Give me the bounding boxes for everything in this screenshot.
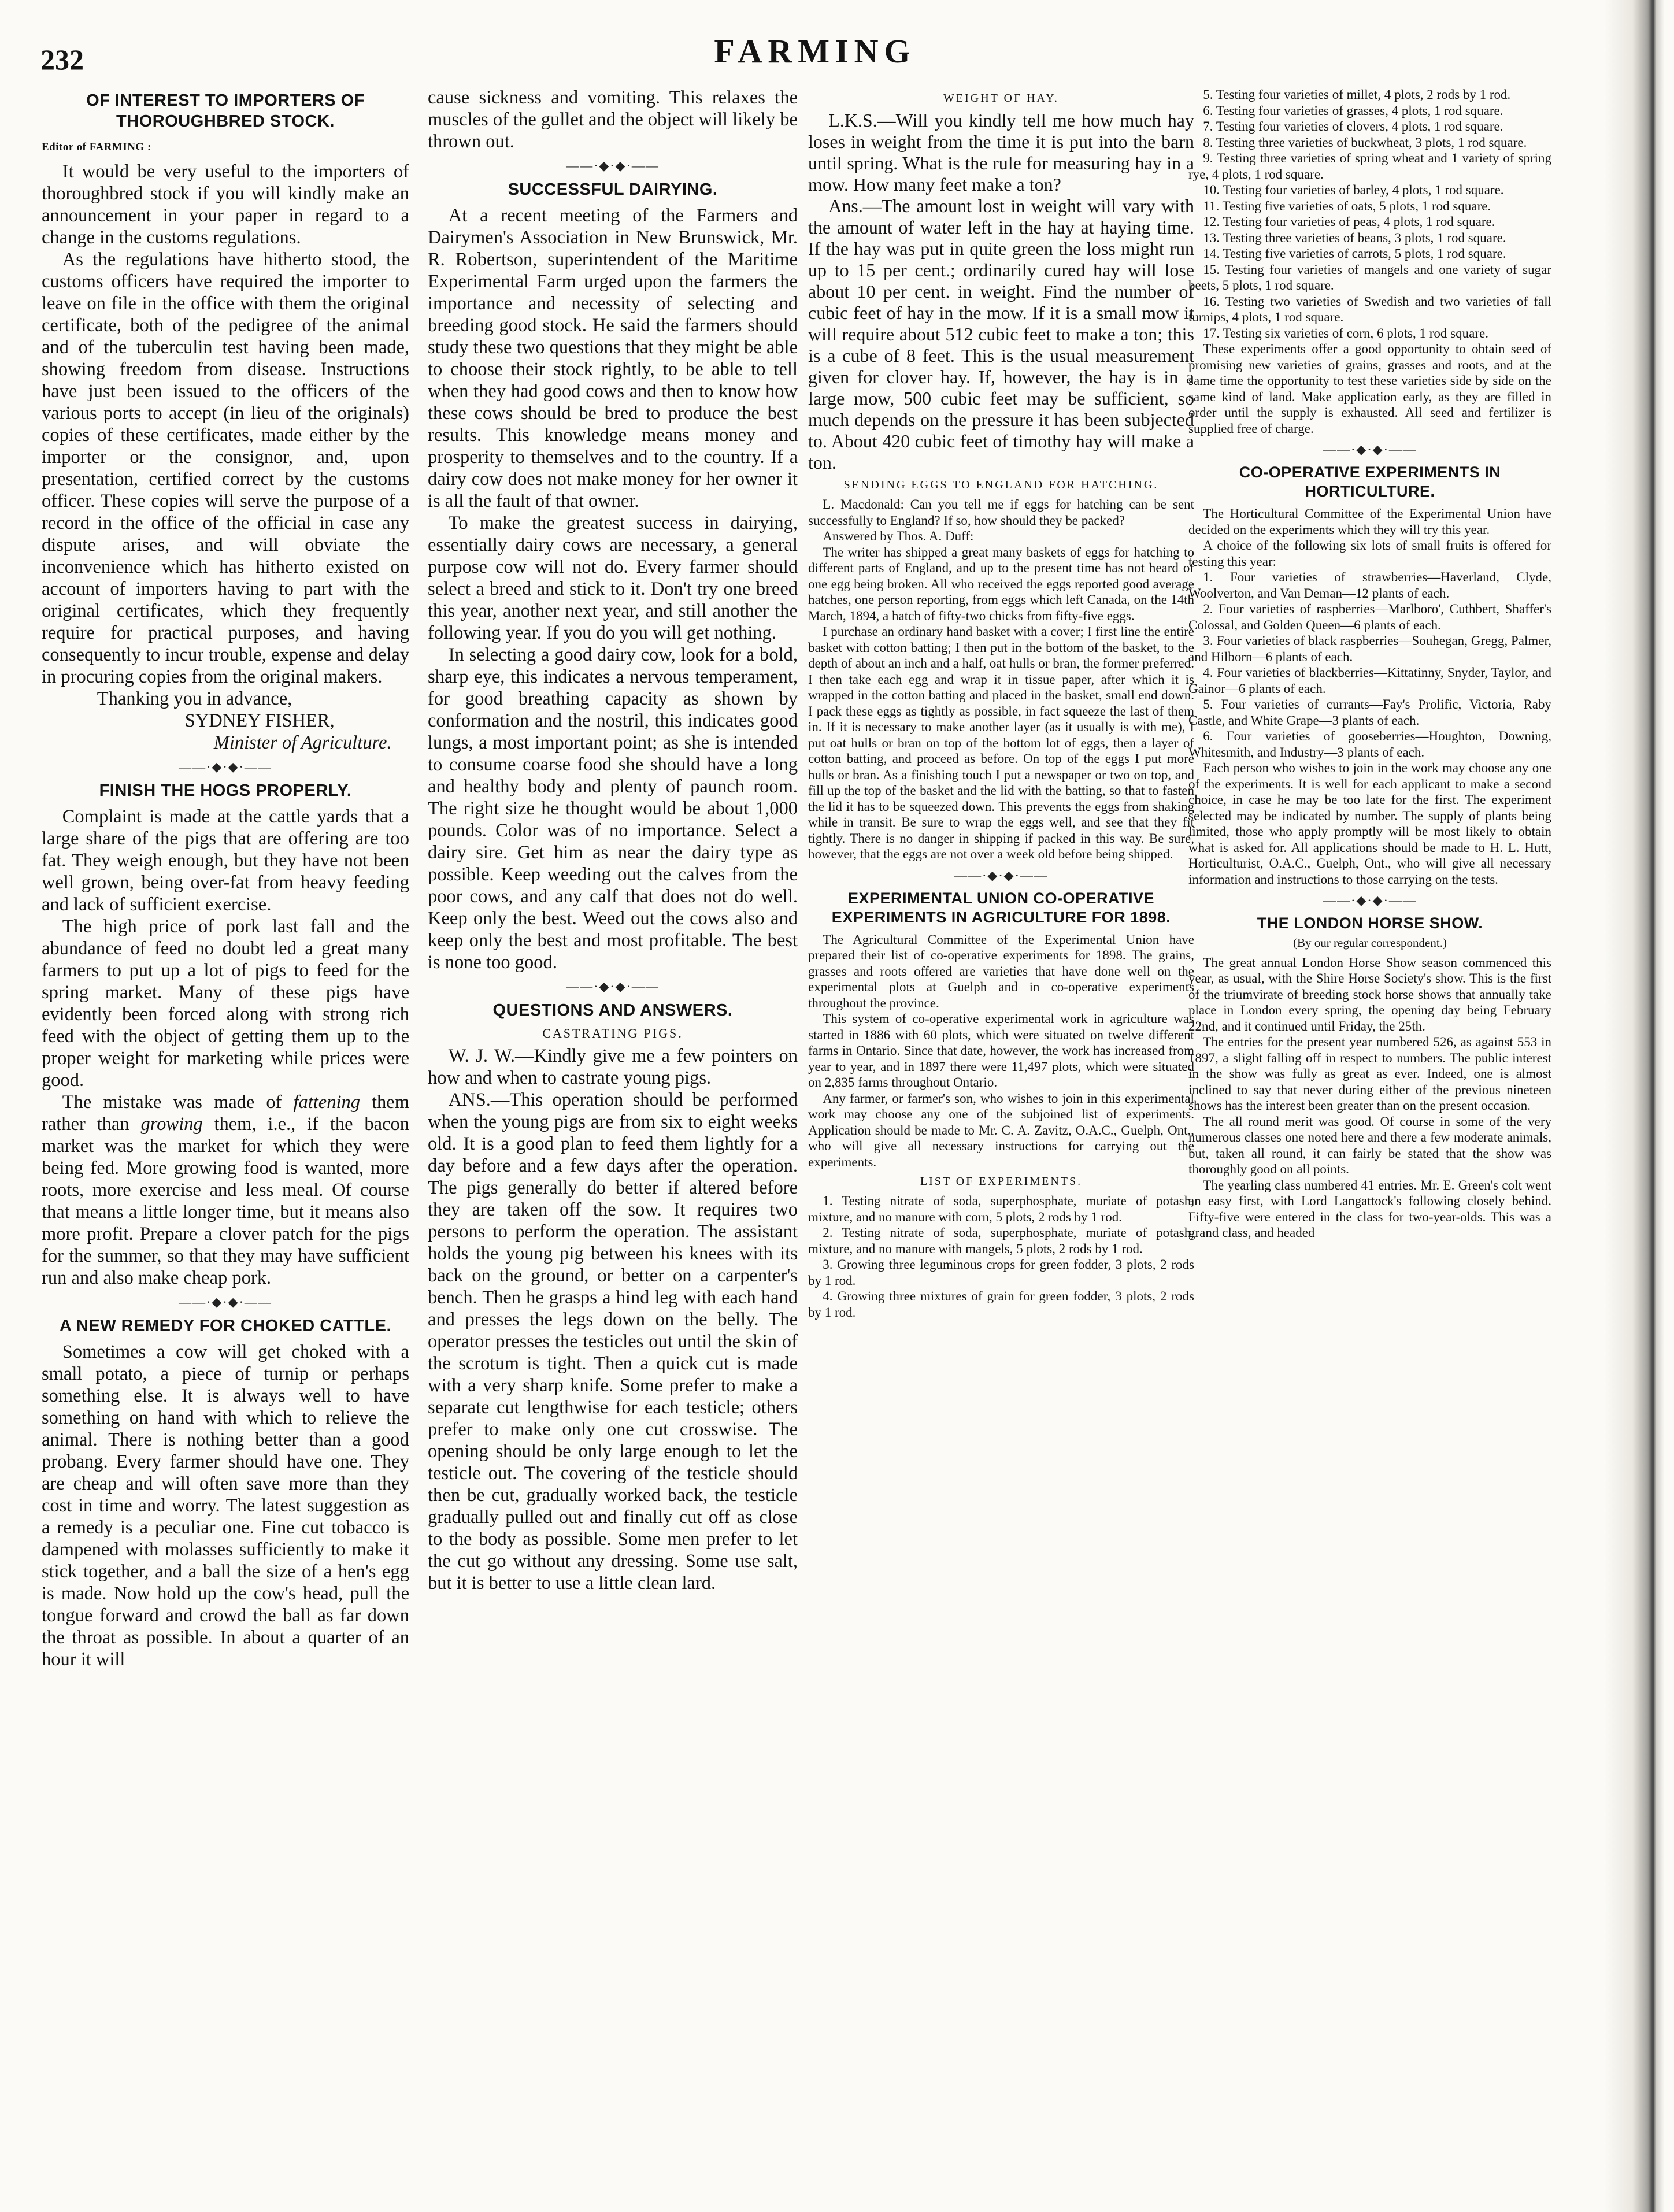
- paragraph: The mistake was made of fattening them rather than growing them, i.e., if the bacon market was the market for which they were being fed. More growing food is wanted, more roots, more exercise and less meal. Of course that means a little longer time, but it means also more profit. Prepare a clover patch for the pigs for the summer, so that they may have sufficient run and also make cheap pork.: [42, 1092, 409, 1288]
- paragraph: Answered by Thos. A. Duff:: [823, 529, 974, 543]
- paragraph-continued: cause sickness and vomiting. This relaxes the muscles of the gullet and the object will likely be thrown out.: [428, 87, 798, 152]
- article-title-dairying: SUCCESSFUL DAIRYING.: [508, 180, 718, 199]
- paragraph: L. Macdonald: Can you tell me if eggs for hatching can be sent successfully to England? If so, how should they be packed?: [808, 497, 1194, 528]
- byline: Editor of FARMING :: [42, 141, 151, 153]
- paragraph: Ans.—The amount lost in weight will vary with the amount of water left in the hay at haying time. If the hay was put in quite green the loss might run up to 15 per cent.; ordinarily cured hay will lose about 10 per cent. in weight. Find the number of cubic feet of hay in the mow. If it is a small mow it will require about 512 cubic feet to make a ton; this is a cube of 8 feet. This is the usual measurement given for clover hay. If, however, the hay is in a large mow, 500 cubic feet may be sufficient, so much depends on the pressure it has been subjected to. About 420 cubic feet of timothy hay will make a ton.: [808, 195, 1194, 473]
- section-separator: ——·◆·◆·——: [179, 1295, 272, 1309]
- list-item: 1. Testing nitrate of soda, superphosphate, muriate of potash, mixture, and no manure with corn, 5 plots, 2 rods by 1 rod.: [808, 1194, 1194, 1224]
- article-title-choked-cattle: A NEW REMEDY FOR CHOKED CATTLE.: [59, 1317, 392, 1335]
- article-title-horse-show: THE LONDON HORSE SHOW.: [1257, 914, 1483, 932]
- list-item: 4. Growing three mixtures of grain for green fodder, 3 plots, 2 rods by 1 rod.: [808, 1289, 1194, 1320]
- paragraph: It would be very useful to the importers of thoroughbred stock if you will kindly make an announcement in your paper in regard to a change in the customs regulations.: [42, 161, 409, 248]
- paragraph: As the regulations have hitherto stood, the customs officers have required the importer to leave on file in the office with them the original certificate, both of the pedigree of the animal and of the tuberculin test having been made, showing freedom from disease. Instructions have just been issued to the officers of the various ports to accept (in lieu of the originals) copies of these certificates, made either by the importer or the consignor, and, upon presentation, certified correct by the customs officer. These copies will serve the purpose of a record in the office of the official in case any dispute arises, and will obviate the inconvenience which has hitherto existed on account of importers having to part with the original certificates, which they frequently require for practical purposes, and having consequently to incur trouble, expense and delay in procuring copies from the original makers.: [42, 249, 409, 687]
- list-item: 6. Four varieties of gooseberries—Houghton, Downing, Whitesmith, and Industry—3 plants of each.: [1188, 729, 1551, 759]
- list-item: 3. Four varieties of black raspberries—Souhegan, Gregg, Palmer, and Hilborn—6 plants of each.: [1188, 633, 1551, 664]
- paragraph: The Horticultural Committee of the Experimental Union have decided on the experiments which they will try this year.: [1188, 506, 1551, 537]
- list-item: 12. Testing four varieties of peas, 4 plots, 1 rod square.: [1203, 214, 1495, 229]
- list-item: 1. Four varieties of strawberries—Haverland, Clyde, Woolverton, and Van Deman—12 plants of each.: [1188, 570, 1551, 601]
- signature-title: Minister of Agriculture.: [213, 732, 392, 753]
- list-item: 8. Testing three varieties of buckwheat, 3 plots, 1 rod square.: [1203, 135, 1527, 150]
- subheading-list-of-experiments: LIST OF EXPERIMENTS.: [920, 1175, 1083, 1188]
- paragraph: Each person who wishes to join in the work may choose any one of the experiments. It is well for each applicant to make a second choice, in case he may be too late for the first. The experiment selected may be indicated by number. The supply of plants being limited, those who apply promptly will be most likely to obtain what is asked for. All applications should be made to H. L. Hutt, Horticulturist, O.A.C., Guelph, Ont., who will give all necessary information and instructions to those carrying on the tests.: [1188, 761, 1551, 887]
- paragraph: The entries for the present year numbered 526, as against 553 in 1897, a slight falling off in respect to numbers. The public interest in the show was fully as great as ever. Indeed, one is almost inclined to say that never during either of the previous nineteen shows has the interest been greater than on the present occasion.: [1188, 1035, 1551, 1113]
- paragraph: In selecting a good dairy cow, look for a bold, sharp eye, this indicates a nervous temperament, for good breathing capacity as shown by conformation and the nostril, this indicates good lungs, a most important point; as she is intended to consume coarse food she should have a long and healthy body and plenty of paunch room. The right size he thought would be about 1,000 pounds. Color was of no importance. Select a dairy sire. Get him as near the dairy type as possible. Keep weeding out the calves from the poor cows, and any calf that does not do well. Keep only the best. Weed out the cows also and keep only the best and most profitable. The best is none too good.: [428, 644, 798, 973]
- list-item: 3. Growing three leguminous crops for green fodder, 3 plots, 2 rods by 1 rod.: [808, 1257, 1194, 1288]
- paragraph: The yearling class numbered 41 entries. Mr. E. Green's colt went an easy first, with Lord Langattock's following closely behind. Fifty-five were entered in the class for two-year-olds. This was a grand class, and headed: [1188, 1177, 1551, 1240]
- list-item: 2. Testing nitrate of soda, superphosphate, muriate of potash, mixture, and no manure with mangels, 5 plots, 2 rods by 1 rod.: [808, 1225, 1194, 1256]
- list-item: 9. Testing three varieties of spring wheat and 1 variety of spring rye, 4 plots, 1 rod square.: [1188, 151, 1551, 181]
- subheading-castrating: CASTRATING PIGS.: [542, 1026, 683, 1040]
- paragraph: The Agricultural Committee of the Experimental Union have prepared their list of co-operative experiments for 1898. The grains, grasses and roots offered are varieties that have done well on the experimental plots at Guelph and in co-operative experiments throughout the province.: [808, 932, 1194, 1010]
- paragraph: Complaint is made at the cattle yards that a large share of the pigs that are offering are too fat. They weigh enough, but they have not been well grown, being over-fat from heavy feeding and lack of sufficient exercise.: [42, 806, 409, 915]
- column-4: [1188, 87, 1551, 2191]
- section-separator: ——·◆·◆·——: [1323, 893, 1417, 907]
- paragraph: I purchase an ordinary hand basket with a cover; I first line the entire basket with cotton batting; I then put in the bottom of the basket, to the depth of about an inch and a half, oat hulls or bran, the former preferred. I then take each egg and wrap it in tissue paper, after which it is wrapped in the cotton batting and placed in the basket, small end down. I pack these eggs as tightly as possible, in fact squeeze the last of them in. If it is necessary to make another layer (as it usually is with me), I put oat hulls or bran on top of the bottom lot of eggs, then a layer of cotton batting, and proceed as before. On top of the eggs I put more hulls or bran. As a finishing touch I put a newspaper or two on top, and fill up the top of the basket and the lid with the batting, so that to fasten the lid it has to be squeezed down. This prevents the eggs from shaking while in transit. Be sure to wrap the eggs well, and see that they fit tightly. There is no danger in shipping if packed in this way. Be sure, however, that the eggs are not over a week old before being shipped.: [808, 624, 1194, 861]
- list-item: 13. Testing three varieties of beans, 3 plots, 1 rod square.: [1203, 230, 1506, 245]
- scan-binding-edge: [1605, 0, 1674, 2212]
- article-title-hogs: FINISH THE HOGS PROPERLY.: [99, 781, 352, 800]
- paragraph: ANS.—This operation should be performed when the young pigs are from six to eight weeks old. It is a good plan to feed them lightly for a day before and a few days after the operation. The pigs generally do better if altered before they are taken off the sow. It requires two persons to perform the operation. The assistant holds the young pig between his knees with its back on the ground, or better on a carpenter's bench. Then he grasps a hind leg with each hand and presses the legs down on the belly. The operator presses the testicles out until the skin of the scrotum is tight. Then a quick cut is made with a very sharp knife. Some prefer to make a separate cut lengthwise for each testicle; others prefer to make only one cut crosswise. The opening should be only large enough to let the testicle out. The covering of the testicle should then be cut, gradually worked back, the testicle gradually pulled out and finally cut off as close to the body as possible. Some men prefer to let the cut go without any dressing. Some use salt, but it is better to use a little clean lard.: [428, 1090, 798, 1594]
- column-3: [808, 87, 1194, 2191]
- list-item: 10. Testing four varieties of barley, 4 plots, 1 rod square.: [1203, 183, 1504, 197]
- column-1: [42, 87, 409, 2191]
- list-item: 14. Testing five varieties of carrots, 5 plots, 1 rod square.: [1203, 246, 1506, 261]
- paragraph: The all round merit was good. Of course in some of the very numerous classes one noted here and there a few moderate animals, but, taken all round, it can fairly be stated that the show was thoroughly good on all points.: [1188, 1114, 1551, 1176]
- page-number: 232: [40, 43, 84, 76]
- paragraph: The great annual London Horse Show season commenced this year, as usual, with the Shire Horse Society's show. This is the first of the triumvirate of breeding stock horse shows that annually take place in London every spring, the opening day being February 22nd, and it continued until Friday, the 25th.: [1188, 955, 1551, 1033]
- article-title-questions: QUESTIONS AND ANSWERS.: [492, 1001, 733, 1020]
- paragraph: A choice of the following six lots of small fruits is offered for testing this year:: [1188, 538, 1551, 569]
- article-title-horticulture: CO-OPERATIVE EXPERIMENTS IN HORTICULTURE.: [1239, 464, 1501, 500]
- eggs-section: [808, 477, 1194, 1320]
- paragraph: To make the greatest success in dairying, essentially dairy cows are necessary, a general purpose cow will not do. Every farmer should select a breed and stick to it. Don't try one breed this year, another next year, and still another the following year. If you do you will get nothing.: [428, 513, 798, 643]
- paragraph: Any farmer, or farmer's son, who wishes to join in this experimental work may choose any one of the subjoined list of experiments. Application should be made to Mr. C. A. Zavitz, O.A.C., Guelph, Ont., who will give all necessary instructions for carrying out the experiments.: [808, 1091, 1194, 1169]
- list-item: 7. Testing four varieties of clovers, 4 plots, 1 rod square.: [1203, 119, 1503, 134]
- list-item: 2. Four varieties of raspberries—Marlboro', Cuthbert, Shaffer's Colossal, and Golden Queen—6 plants of each.: [1188, 602, 1551, 632]
- subheading-weight-of-hay: WEIGHT OF HAY.: [943, 92, 1059, 105]
- section-separator: ——·◆·◆·——: [566, 158, 660, 173]
- article-title-experimental-union: EXPERIMENTAL UNION CO-OPERATIVE EXPERIMENTS IN AGRICULTURE FOR 1898.: [831, 889, 1171, 926]
- list-item: 11. Testing five varieties of oats, 5 plots, 1 rod square.: [1203, 198, 1491, 213]
- list-item: 16. Testing two varieties of Swedish and two varieties of fall turnips, 4 plots, 1 rod square.: [1188, 294, 1551, 324]
- masthead-title: FARMING: [714, 32, 916, 70]
- list-item: 17. Testing six varieties of corn, 6 plots, 1 rod square.: [1203, 325, 1488, 340]
- list-item: 4. Four varieties of blackberries—Kittatinny, Snyder, Taylor, and Gainor—6 plants of each.: [1188, 665, 1551, 696]
- list-item: 6. Testing four varieties of grasses, 4 plots, 1 rod square.: [1203, 103, 1503, 118]
- section-separator: ——·◆·◆·——: [1323, 442, 1417, 457]
- paragraph: At a recent meeting of the Farmers and Dairymen's Association in New Brunswick, Mr. R. Robertson, superintendent of the Maritime Experimental Farm urged upon the farmers the importance and necessity of selecting and breeding good stock. He said the farmers should study these two questions that they might be able to choose their stock rightly, to be able to tell when they had good cows and then to know how these cows should be bred to produce the best results. This knowledge means money and prosperity to themselves and to the country. If a dairy cow does not make money for her owner it is all the fault of that owner.: [428, 205, 798, 512]
- list-item: 5. Four varieties of currants—Fay's Prolific, Victoria, Raby Castle, and White Grape—3 plants of each.: [1188, 697, 1551, 728]
- section-separator: ——·◆·◆·——: [566, 979, 660, 994]
- paragraph: L.K.S.—Will you kindly tell me how much hay loses in weight from the time it is put into the barn until spring. What is the rule for measuring hay in a mow. How many feet make a ton?: [808, 110, 1194, 195]
- section-separator: ——·◆·◆·——: [179, 759, 272, 774]
- paragraph: The writer has shipped a great many baskets of eggs for hatching to different parts of England, and up to the present time has not heard of one egg being broken. All who received the eggs reported good average hatches, one person reporting, from eggs which left Canada, on the 14th March, 1894, a hatch of fifty-two chicks from fifty-five eggs.: [808, 544, 1194, 623]
- list-item: 5. Testing four varieties of millet, 4 plots, 2 rods by 1 rod.: [1203, 87, 1511, 102]
- correspondent-note: (By our regular correspondent.): [1293, 936, 1447, 950]
- signature-name: SYDNEY FISHER,: [184, 710, 335, 731]
- column-2: [428, 87, 798, 2191]
- article-title-importers: OF INTEREST TO IMPORTERS OF THOROUGHBRED STOCK.: [86, 91, 365, 131]
- paragraph: These experiments offer a good opportunity to obtain seed of promising new varieties of grains, grasses and roots, and at the same time the opportunity to test these varieties side by side on the same kind of land. Make application early, as they are filled in order until the supply is exhausted. All seed and fertilizer is supplied free of charge.: [1188, 342, 1551, 436]
- closing-line: Thanking you in advance,: [97, 688, 292, 709]
- section-separator: ——·◆·◆·——: [954, 868, 1048, 883]
- paragraph: W. J. W.—Kindly give me a few pointers on how and when to castrate young pigs.: [428, 1046, 798, 1088]
- paragraph: This system of co-operative experimental work in agriculture was started in 1886 with 60 plots, which were situated on twelve different farms in Ontario. Since that date, however, the work has increased from year to year, and in 1897 there were 11,497 plots, which were situated on 2,835 farms throughout Ontario.: [808, 1011, 1194, 1090]
- list-item: 15. Testing four varieties of mangels and one variety of sugar beets, 5 plots, 1 rod square.: [1188, 262, 1551, 292]
- paragraph: The high price of pork last fall and the abundance of feed no doubt led a great many farmers to put up a lot of pigs to feed for the spring market. Many of these pigs have evidently been forced along with strong rich feed with the object of getting them up to the proper weight for marketing while prices were good.: [42, 916, 409, 1091]
- subheading-sending-eggs: SENDING EGGS TO ENGLAND FOR HATCHING.: [843, 479, 1159, 491]
- paragraph: Sometimes a cow will get choked with a small potato, a piece of turnip or perhaps something else. It is always well to have something on hand with which to relieve the animal. There is nothing better than a good probang. Every farmer should have one. They are cheap and will often save more than they cost in time and worry. The latest suggestion as a remedy is a peculiar one. Fine cut tobacco is dampened with molasses sufficiently to make it stick together, and a ball the size of a hen's egg is made. Now hold up the cow's head, pull the tongue forward and crowd the ball as far down the throat as possible. In about a quarter of an hour it will: [42, 1342, 409, 1670]
